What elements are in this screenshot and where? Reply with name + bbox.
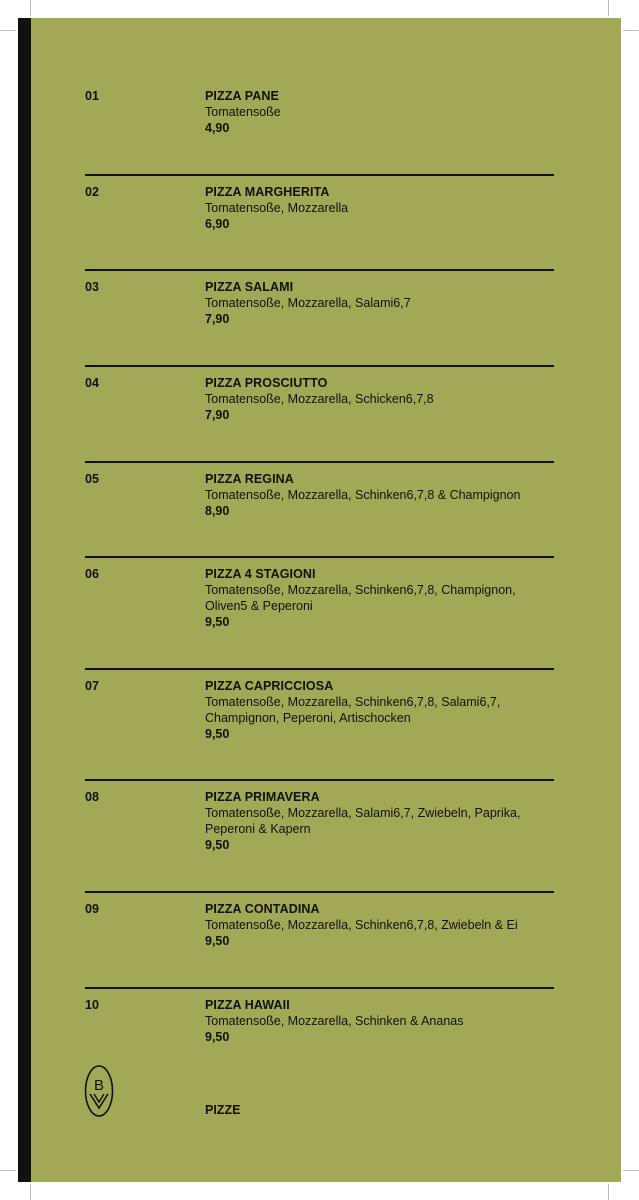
crop-mark xyxy=(0,30,16,31)
item-number: 02 xyxy=(85,185,99,199)
item-price: 7,90 xyxy=(205,408,230,422)
item-name: PIZZA PRIMAVERA xyxy=(205,790,320,804)
divider-line xyxy=(85,987,554,989)
divider-line xyxy=(85,891,554,893)
divider-line xyxy=(85,365,554,367)
item-name: PIZZA CONTADINA xyxy=(205,902,320,916)
item-name: PIZZA 4 STAGIONI xyxy=(205,567,316,581)
item-name: PIZZA REGINA xyxy=(205,472,294,486)
item-description: Tomatensoße, Mozzarella, Schicken6,7,8 xyxy=(205,392,434,406)
item-price: 7,90 xyxy=(205,312,230,326)
bv-monogram-logo-icon xyxy=(84,1064,114,1118)
item-description: Tomatensoße, Mozzarella xyxy=(205,201,349,215)
item-name: PIZZA SALAMI xyxy=(205,280,294,294)
item-name: PIZZA HAWAII xyxy=(205,998,290,1012)
item-price: 9,50 xyxy=(205,727,230,741)
item-description: Tomatensoße, Mozzarella, Schinken6,7,8 & Champignon xyxy=(205,488,521,502)
divider-line xyxy=(85,269,554,271)
crop-mark xyxy=(30,1184,31,1200)
divider-line xyxy=(85,779,554,781)
page-spine xyxy=(18,18,31,1182)
item-description: Tomatensoße, Mozzarella, Schinken & Ananas xyxy=(205,1014,464,1028)
item-description: Tomatensoße, Mozzarella, Schinken6,7,8, Champignon, Oliven5 & Peperoni xyxy=(205,583,516,613)
crop-mark xyxy=(608,1184,609,1200)
item-number: 05 xyxy=(85,472,99,486)
crop-mark xyxy=(0,1170,16,1171)
item-price: 6,90 xyxy=(205,217,230,231)
item-number: 04 xyxy=(85,376,99,390)
item-price: 9,50 xyxy=(205,838,230,852)
divider-line xyxy=(85,556,554,558)
crop-mark xyxy=(623,1170,639,1171)
item-number: 01 xyxy=(85,89,99,103)
item-description: Tomatensoße, Mozzarella, Schinken6,7,8, Zwiebeln & Ei xyxy=(205,918,518,932)
item-name: PIZZA CAPRICCIOSA xyxy=(205,679,334,693)
item-description: Tomatensoße, Mozzarella, Salami6,7 xyxy=(205,296,411,310)
logo-letter: B xyxy=(93,1077,105,1094)
item-name: PIZZA PANE xyxy=(205,89,279,103)
item-name: PIZZA PROSCIUTTO xyxy=(205,376,328,390)
item-number: 10 xyxy=(85,998,99,1012)
item-description: Tomatensoße xyxy=(205,105,281,119)
divider-line xyxy=(85,174,554,176)
section-title: PIZZE xyxy=(205,1103,241,1117)
crop-mark xyxy=(30,0,31,16)
divider-line xyxy=(85,668,554,670)
crop-mark xyxy=(623,30,639,31)
item-description: Tomatensoße, Mozzarella, Schinken6,7,8, Salami6,7, Champignon, Peperoni, Artischocken xyxy=(205,695,501,725)
menu-page xyxy=(18,18,621,1182)
item-price: 8,90 xyxy=(205,504,230,518)
item-name: PIZZA MARGHERITA xyxy=(205,185,330,199)
item-description: Tomatensoße, Mozzarella, Salami6,7, Zwiebeln, Paprika, Peperoni & Kapern xyxy=(205,806,521,836)
divider-line xyxy=(85,461,554,463)
item-number: 09 xyxy=(85,902,99,916)
item-price: 9,50 xyxy=(205,1030,230,1044)
item-price: 9,50 xyxy=(205,934,230,948)
item-number: 08 xyxy=(85,790,99,804)
item-number: 07 xyxy=(85,679,99,693)
item-price: 4,90 xyxy=(205,121,230,135)
item-number: 06 xyxy=(85,567,99,581)
item-price: 9,50 xyxy=(205,615,230,629)
item-number: 03 xyxy=(85,280,99,294)
crop-mark xyxy=(608,0,609,16)
